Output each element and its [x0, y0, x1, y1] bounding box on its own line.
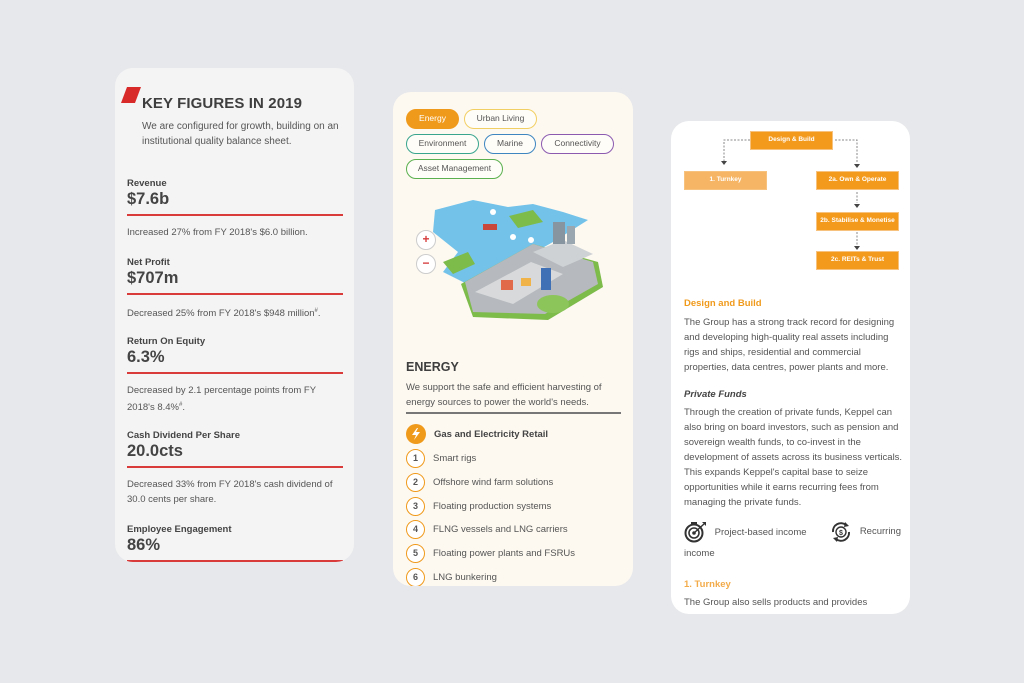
- list-item[interactable]: [406, 543, 575, 563]
- metric-value: $707m: [127, 269, 179, 287]
- list-item-label: Floating power plants and FSRUs: [433, 547, 576, 559]
- metric-label: Employee Engagement: [127, 524, 232, 535]
- metric-divider: [127, 466, 343, 468]
- list-item-label: Smart rigs: [433, 452, 477, 464]
- metric-revenue: [127, 178, 343, 240]
- energy-divider: [406, 412, 621, 414]
- energy-description: We support the safe and efficient harvesting of energy sources to power the world's needs.: [406, 382, 602, 408]
- metric-label: Net Profit: [127, 257, 170, 268]
- metric-value: $7.6b: [127, 190, 170, 208]
- list-item-label: Gas and Electricity Retail: [434, 428, 549, 440]
- number-badge: 6: [406, 568, 425, 587]
- tag-asset-management[interactable]: Asset Management: [406, 159, 503, 179]
- metric-note: [127, 383, 317, 415]
- metric-note: [127, 304, 343, 321]
- target-stopwatch-icon: [684, 521, 708, 543]
- flow-box-stabilise-monetise: 2b. Stabilise & Monetise: [816, 212, 899, 231]
- tag-urban-living[interactable]: Urban Living: [464, 109, 537, 129]
- legend-project-label: Project-based income: [714, 526, 807, 538]
- metric-note-end: .: [182, 402, 185, 414]
- list-item-gas-electricity[interactable]: [406, 424, 548, 444]
- tag-connectivity[interactable]: Connectivity: [541, 134, 614, 154]
- metric-employee-engagement: [127, 524, 343, 562]
- list-item[interactable]: [406, 448, 476, 468]
- red-slash-logo-icon: [121, 87, 141, 103]
- recurring-dollar-icon: [829, 521, 853, 543]
- list-item-label: FLNG vessels and LNG carriers: [433, 523, 568, 535]
- metric-note-text: Decreased 25% from FY 2018's $948 million: [127, 308, 315, 320]
- key-figures-title: KEY FIGURES IN 2019: [142, 95, 303, 112]
- business-model-card: [671, 121, 910, 614]
- metric-note-end: .: [317, 308, 321, 320]
- metric-net-profit: [127, 257, 343, 321]
- footnote-mark: #: [314, 308, 318, 314]
- number-badge: 3: [406, 497, 425, 516]
- flow-box-turnkey: 1. Turnkey: [684, 171, 767, 190]
- metric-divider: [127, 372, 343, 374]
- tag-environment[interactable]: Environment: [406, 134, 479, 154]
- metric-divider: [127, 560, 343, 562]
- list-item-label: LNG bunkering: [433, 571, 497, 583]
- list-item-label: Offshore wind farm solutions: [433, 476, 554, 488]
- metric-note-text: Decreased by 2.1 percentage points from FY 2018's 8.4%: [127, 385, 316, 414]
- income-legend: [684, 521, 904, 565]
- number-badge: 2: [406, 473, 425, 492]
- list-item[interactable]: [406, 519, 568, 539]
- energy-title: ENERGY: [406, 360, 459, 374]
- flow-box-reits-trust: 2c. REITs & Trust: [816, 251, 899, 270]
- metric-cash-dividend: [127, 430, 343, 507]
- list-item[interactable]: [406, 567, 497, 586]
- svg-text:$: $: [839, 530, 844, 537]
- lightning-bolt-icon: [406, 424, 426, 444]
- zoom-out-button[interactable]: −: [416, 254, 436, 274]
- list-item[interactable]: [406, 496, 551, 516]
- turnkey-text: The Group also sells products and provides: [684, 597, 868, 608]
- energy-card: [393, 92, 633, 586]
- metric-label: Cash Dividend Per Share: [127, 430, 240, 441]
- metric-label: Return On Equity: [127, 336, 206, 347]
- metric-divider: [127, 214, 343, 216]
- design-build-heading: Design and Build: [684, 298, 762, 309]
- metric-value: 6.3%: [127, 348, 165, 366]
- flow-box-own-operate: 2a. Own & Operate: [816, 171, 899, 190]
- metric-return-on-equity: [127, 336, 343, 415]
- metric-divider: [127, 293, 343, 295]
- metric-value: 86%: [127, 536, 161, 554]
- metric-value: 20.0cts: [127, 442, 183, 460]
- list-item-label: Floating production systems: [433, 500, 552, 512]
- isometric-city-map[interactable]: [413, 192, 618, 332]
- tag-marine[interactable]: Marine: [484, 134, 536, 154]
- list-item[interactable]: [406, 472, 553, 492]
- flow-box-design-build: Design & Build: [750, 131, 833, 150]
- footnote-mark: #: [179, 402, 183, 408]
- tag-energy[interactable]: Energy: [406, 109, 459, 129]
- metric-note: Increased 27% from FY 2018's $6.0 billion.: [127, 227, 308, 238]
- key-figures-card: [115, 68, 354, 562]
- metric-note: Decreased 33% from FY 2018's cash dividend of 30.0 cents per share.: [127, 479, 333, 505]
- city-map-illustration: [413, 192, 618, 332]
- design-build-text: The Group has a strong track record for designing and developing high-quality real assets including rigs and ships, residential and commercial properties, data centres, power plants and more.: [684, 317, 895, 373]
- metric-label: Revenue: [127, 178, 167, 189]
- legend-recurring-label: Recurring income: [684, 526, 901, 559]
- private-funds-text: Through the creation of private funds, Keppel can also bring on board investors, such as pension and sovereign wealth funds, to co-invest in the development of assets across its business verticals. This expands Keppel's capital base to seize opportunities while it earns recurring fees from managing the private funds.: [684, 407, 903, 508]
- turnkey-heading: 1. Turnkey: [684, 579, 731, 590]
- number-badge: 1: [406, 449, 425, 468]
- zoom-in-button[interactable]: +: [416, 230, 436, 250]
- key-figures-subtitle: We are configured for growth, building on an institutional quality balance sheet.: [142, 121, 339, 147]
- private-funds-heading: Private Funds: [684, 389, 747, 400]
- number-badge: 4: [406, 520, 425, 539]
- number-badge: 5: [406, 544, 425, 563]
